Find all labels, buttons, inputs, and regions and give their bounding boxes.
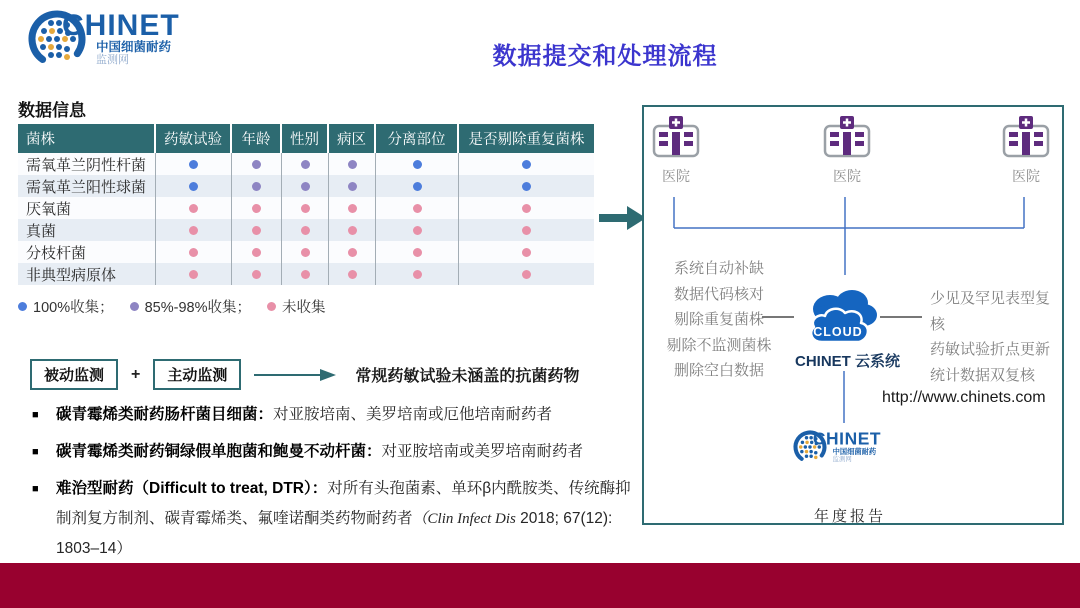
dot-cell — [232, 263, 282, 285]
section-heading: 数据信息 — [18, 101, 86, 120]
status-dot — [413, 182, 422, 191]
status-dot — [301, 226, 310, 235]
hospital-node — [815, 113, 879, 186]
status-dot — [522, 270, 531, 279]
list-item — [30, 400, 642, 430]
bullet-bold: 难治型耐药（Difficult to treat, DTR）： — [56, 480, 328, 497]
legend-dot — [18, 302, 27, 311]
chinet-logo — [26, 8, 180, 70]
cloud-text: CLOUD — [813, 325, 863, 339]
table-row — [18, 175, 594, 197]
step-label: 数据代码核对 — [673, 285, 764, 303]
dot-cell — [459, 219, 594, 241]
row-label: 真菌 — [18, 219, 156, 241]
status-dot — [252, 204, 261, 213]
dot-cell — [156, 153, 232, 175]
chinet-logo-small — [792, 429, 881, 465]
logo-subtitle: 中国细菌耐药 — [96, 40, 172, 54]
status-dot — [301, 204, 310, 213]
column-header: 性别 — [282, 124, 329, 153]
dot-cell — [329, 197, 376, 219]
hospital-label: 医院 — [662, 168, 690, 184]
status-dot — [348, 270, 357, 279]
table-row — [18, 219, 594, 241]
status-dot — [348, 182, 357, 191]
legend-label: 未收集 — [281, 300, 326, 316]
legend-item — [267, 296, 326, 317]
status-dot — [189, 226, 198, 235]
cloud-caption: CHINET 云系统 — [794, 353, 900, 370]
bullet-bold: 碳青霉烯类耐药肠杆菌目细菌： — [56, 406, 274, 423]
step-label: 少见及罕见表型复核 — [930, 290, 1051, 333]
hospital-label: 医院 — [833, 168, 861, 184]
citation-italic: （Clin Infect Dis — [412, 511, 516, 527]
status-dot — [252, 270, 261, 279]
dot-cell — [459, 263, 594, 285]
cloud-right-steps — [930, 286, 1062, 388]
step-label: 删除空白数据 — [673, 362, 764, 379]
legend-label: 100%收集； — [33, 300, 114, 316]
status-dot — [348, 204, 357, 213]
bottom-accent-bar — [0, 563, 1080, 608]
status-dot — [348, 248, 357, 257]
status-dot — [413, 226, 422, 235]
status-dot — [301, 182, 310, 191]
bullet-list — [30, 400, 642, 571]
right-arrow-icon — [254, 367, 338, 383]
dot-cell — [156, 219, 232, 241]
dot-cell — [329, 175, 376, 197]
row-label: 需氧革兰阴性杆菌 — [18, 153, 156, 175]
dot-cell — [376, 219, 459, 241]
status-dot — [522, 204, 531, 213]
chinets-url[interactable]: http://www.chinets.com — [882, 389, 1046, 406]
legend-dot — [267, 302, 276, 311]
dot-cell — [376, 241, 459, 263]
bullet-icon: ■ — [32, 483, 39, 495]
dot-cell — [282, 241, 329, 263]
step-label: 剔除不监测菌株 — [666, 336, 772, 354]
active-monitoring-box: 主动监测 — [153, 359, 241, 390]
hospital-node — [994, 113, 1058, 186]
dot-cell — [329, 219, 376, 241]
step-label: 药敏试验折点更新 — [930, 341, 1051, 358]
dot-cell — [282, 197, 329, 219]
dot-cell — [156, 197, 232, 219]
step-label: 统计数据双复核 — [930, 366, 1036, 384]
row-label: 非典型病原体 — [18, 263, 156, 285]
hospital-label: 医院 — [1012, 168, 1040, 184]
cloud-icon — [800, 283, 886, 349]
bullet-bold: 碳青霉烯类耐药铜绿假单胞菌和鲍曼不动杆菌： — [56, 443, 382, 460]
status-dot — [189, 182, 198, 191]
column-header: 药敏试验 — [156, 124, 232, 153]
list-item — [30, 437, 642, 467]
status-dot — [522, 226, 531, 235]
status-dot — [189, 270, 198, 279]
legend-item — [18, 296, 114, 317]
dot-cell — [459, 153, 594, 175]
status-dot — [301, 248, 310, 257]
dot-cell — [376, 175, 459, 197]
column-header: 是否剔除重复菌株 — [459, 124, 594, 153]
logo-name: CHINET — [62, 9, 180, 42]
status-dot — [522, 182, 531, 191]
step-label: 剔除重复菌株 — [673, 311, 764, 328]
dot-cell — [376, 263, 459, 285]
status-dot — [413, 204, 422, 213]
dot-cell — [329, 241, 376, 263]
dot-cell — [329, 153, 376, 175]
hospital-icon — [651, 113, 701, 159]
hospital-icon — [822, 113, 872, 159]
logo-subtitle2: 监测网 — [832, 455, 852, 463]
data-table — [18, 124, 594, 285]
dot-cell — [329, 263, 376, 285]
table-row — [18, 263, 594, 285]
bullet-text: 对亚胺培南或美罗培南耐药者 — [381, 443, 584, 460]
table-row — [18, 197, 594, 219]
status-dot — [522, 248, 531, 257]
column-header: 菌株 — [18, 124, 156, 153]
status-dot — [301, 270, 310, 279]
flow-arrow-icon — [599, 205, 647, 231]
bullet-text: 对所有头孢菌素、单环β内酰胺类、传统酶抑制剂复方制剂、碳青霉烯类、氟喹诺酮类药物耐药者 — [56, 480, 631, 527]
dot-cell — [376, 197, 459, 219]
page-title: 数据提交和处理流程 — [492, 43, 718, 70]
hospital-icon — [1001, 113, 1051, 159]
logo-subtitle2: 监测网 — [96, 54, 129, 66]
list-item — [30, 474, 642, 564]
plus-sign: + — [131, 365, 141, 383]
hospital-node — [644, 113, 708, 186]
table-row — [18, 241, 594, 263]
dot-cell — [232, 153, 282, 175]
legend-label: 85%-98%收集； — [144, 300, 251, 316]
dot-cell — [232, 175, 282, 197]
row-label: 需氧革兰阳性球菌 — [18, 175, 156, 197]
status-dot — [413, 248, 422, 257]
legend-item — [130, 296, 251, 317]
passive-monitoring-box: 被动监测 — [30, 359, 118, 390]
dot-cell — [376, 153, 459, 175]
logo-name: CHINET — [812, 429, 882, 449]
dot-cell — [232, 197, 282, 219]
status-dot — [301, 160, 310, 169]
annual-report-label: 年度报告 — [813, 509, 886, 525]
status-dot — [252, 248, 261, 257]
dot-cell — [459, 175, 594, 197]
dot-cell — [156, 241, 232, 263]
status-dot — [413, 270, 422, 279]
column-header: 病区 — [329, 124, 376, 153]
dot-cell — [156, 263, 232, 285]
dot-cell — [282, 175, 329, 197]
dot-cell — [459, 241, 594, 263]
row-label: 厌氧菌 — [18, 197, 156, 219]
status-dot — [189, 160, 198, 169]
bullet-icon: ■ — [32, 446, 39, 458]
table-header-row — [18, 124, 594, 153]
table-row — [18, 153, 594, 175]
dot-cell — [282, 263, 329, 285]
status-dot — [522, 160, 531, 169]
status-dot — [413, 160, 422, 169]
status-dot — [252, 160, 261, 169]
dot-cell — [282, 219, 329, 241]
dot-cell — [282, 153, 329, 175]
status-dot — [252, 182, 261, 191]
column-header: 年龄 — [232, 124, 282, 153]
logo-subtitle: 中国细菌耐药 — [832, 447, 877, 456]
bullet-icon: ■ — [32, 409, 39, 421]
dot-cell — [459, 197, 594, 219]
dot-cell — [232, 241, 282, 263]
monitoring-row — [30, 359, 579, 390]
column-header: 分离部位 — [376, 124, 459, 153]
table-legend — [18, 296, 325, 317]
step-label: 系统自动补缺 — [673, 260, 764, 277]
flow-panel — [642, 105, 1064, 525]
status-dot — [252, 226, 261, 235]
citation-text: 2018; 67(12): 1803–14） — [56, 510, 613, 557]
legend-dot — [130, 302, 139, 311]
status-dot — [348, 226, 357, 235]
bullet-text: 对亚胺培南、美罗培南或厄他培南耐药者 — [273, 406, 553, 423]
row-label: 分枝杆菌 — [18, 241, 156, 263]
status-dot — [189, 248, 198, 257]
cloud-left-steps — [654, 256, 784, 384]
dot-cell — [156, 175, 232, 197]
dot-cell — [232, 219, 282, 241]
monitoring-result-text: 常规药敏试验未涵盖的抗菌药物 — [355, 368, 580, 385]
status-dot — [348, 160, 357, 169]
status-dot — [189, 204, 198, 213]
